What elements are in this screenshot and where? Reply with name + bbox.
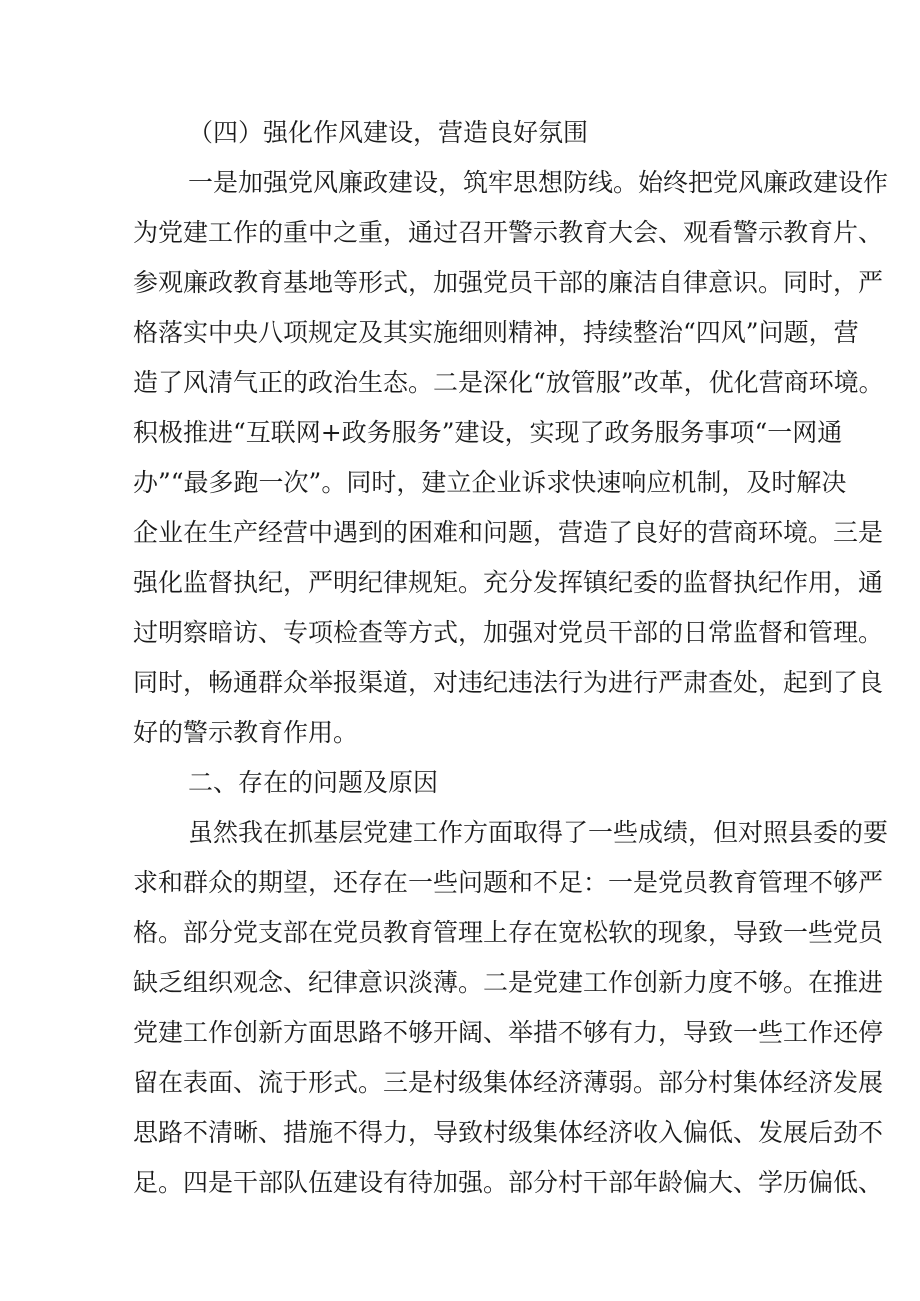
section-heading-4: （四）强化作风建设，营造良好氛围 bbox=[188, 118, 589, 147]
paragraph-line: 强化监督执纪，严明纪律规矩。充分发挥镇纪委的监督执纪作用，通 bbox=[133, 568, 884, 597]
paragraph-line: 求和群众的期望，还存在一些问题和不足：一是党员教育管理不够严 bbox=[133, 868, 884, 897]
paragraph-line: 虽然我在抓基层党建工作方面取得了一些成绩，但对照县委的要 bbox=[188, 818, 889, 847]
paragraph-line: 办”“最多跑一次”。同时，建立企业诉求快速响应机制，及时解决 bbox=[133, 468, 847, 497]
paragraph-line: 留在表面、流于形式。三是村级集体经济薄弱。部分村集体经济发展 bbox=[133, 1068, 884, 1097]
paragraph-line: 企业在生产经营中遇到的困难和问题，营造了良好的营商环境。三是 bbox=[133, 518, 884, 547]
paragraph-line: 积极推进“互联网+政务服务”建设，实现了政务服务事项“一网通 bbox=[133, 418, 843, 447]
paragraph-line: 格。部分党支部在党员教育管理上存在宽松软的现象，导致一些党员 bbox=[133, 918, 884, 947]
paragraph-line: 造了风清气正的政治生态。二是深化“放管服”改革，优化营商环境。 bbox=[133, 368, 884, 397]
section-heading-2: 二、存在的问题及原因 bbox=[188, 768, 439, 797]
paragraph-line: 好的警示教育作用。 bbox=[133, 718, 359, 747]
paragraph-line: 格落实中央八项规定及其实施细则精神，持续整治“四风”问题，营 bbox=[133, 318, 859, 347]
paragraph-line: 思路不清晰、措施不得力，导致村级集体经济收入偏低、发展后劲不 bbox=[133, 1118, 884, 1147]
paragraph-line: 参观廉政教育基地等形式，加强党员干部的廉洁自律意识。同时，严 bbox=[133, 268, 884, 297]
paragraph-line: 足。四是干部队伍建设有待加强。部分村干部年龄偏大、学历偏低、 bbox=[133, 1168, 884, 1197]
paragraph-line: 同时，畅通群众举报渠道，对违纪违法行为进行严肃查处，起到了良 bbox=[133, 668, 884, 697]
paragraph-line: 为党建工作的重中之重，通过召开警示教育大会、观看警示教育片、 bbox=[133, 218, 884, 247]
paragraph-line: 党建工作创新方面思路不够开阔、举措不够有力，导致一些工作还停 bbox=[133, 1018, 884, 1047]
paragraph-line: 过明察暗访、专项检查等方式，加强对党员干部的日常监督和管理。 bbox=[133, 618, 884, 647]
paragraph-line: 一是加强党风廉政建设，筑牢思想防线。始终把党风廉政建设作 bbox=[188, 168, 889, 197]
paragraph-line: 缺乏组织观念、纪律意识淡薄。二是党建工作创新力度不够。在推进 bbox=[133, 968, 884, 997]
